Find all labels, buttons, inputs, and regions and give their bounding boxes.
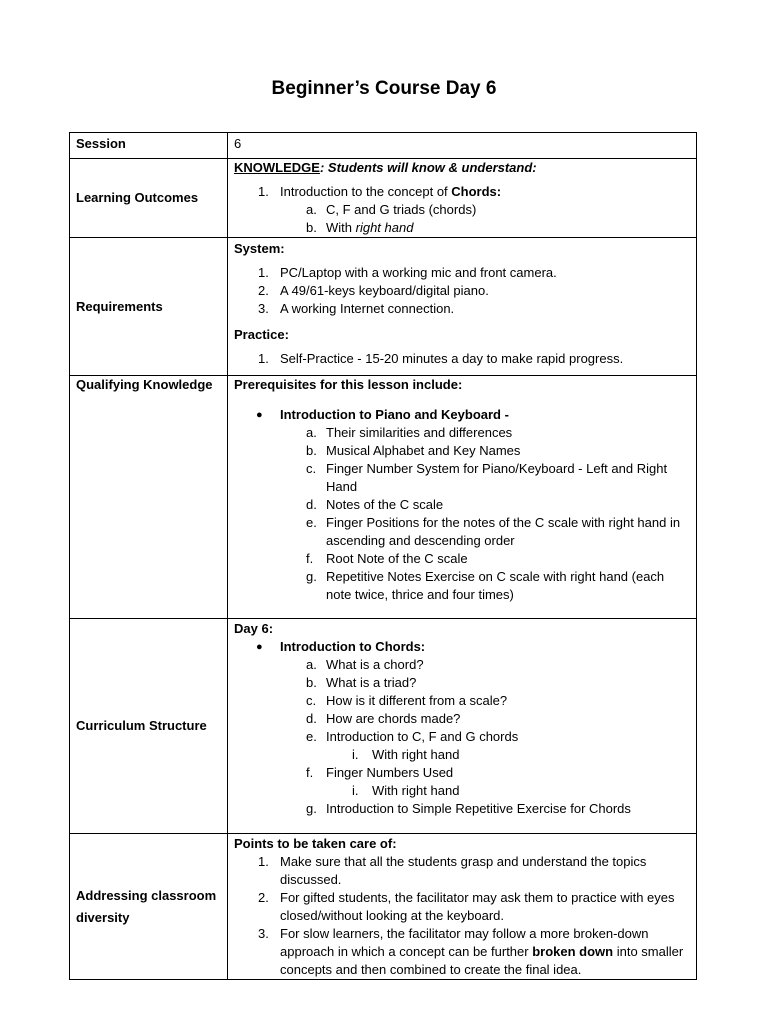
list-item: g. Introduction to Simple Repetitive Exercise for Chords xyxy=(306,801,631,816)
qualifying-knowledge-content xyxy=(228,376,697,619)
practice-heading: Practice: xyxy=(234,327,289,342)
list-item: a. C, F and G triads (chords) xyxy=(306,202,477,217)
learning-outcomes-content xyxy=(228,159,697,238)
session-label: Session xyxy=(70,133,228,159)
list-item: i. With right hand xyxy=(352,783,460,798)
curriculum-row xyxy=(70,619,697,834)
knowledge-heading: KNOWLEDGE: Students will know & understand: xyxy=(234,160,537,175)
requirements-row xyxy=(70,238,697,376)
list-item: ● Introduction to Chords: xyxy=(256,639,426,654)
list-item: 1. PC/Laptop with a working mic and front camera. xyxy=(258,265,557,280)
list-item: f. Finger Numbers Used xyxy=(306,765,454,780)
bullet-icon: ● xyxy=(256,641,263,653)
list-item: c. Finger Number System for Piano/Keyboard - Left and Right Hand xyxy=(306,461,668,494)
list-item: b. What is a triad? xyxy=(306,675,417,690)
list-item: a. What is a chord? xyxy=(306,657,424,672)
day-heading: Day 6: xyxy=(234,621,274,636)
lesson-plan-table xyxy=(69,132,697,980)
list-item: 1. Make sure that all the students grasp and understand the topics discussed. xyxy=(258,854,647,887)
list-item: a. Their similarities and differences xyxy=(306,425,513,440)
diversity-content xyxy=(228,834,697,980)
system-heading: System: xyxy=(234,241,285,256)
diversity-label: Addressing classroom diversity xyxy=(70,834,228,980)
list-item: d. How are chords made? xyxy=(306,711,461,726)
list-item: g. Repetitive Notes Exercise on C scale with right hand (each note twice, thrice and four times) xyxy=(306,569,665,602)
session-row xyxy=(70,133,697,159)
list-item: c. How is it different from a scale? xyxy=(306,693,508,708)
bullet-icon: ● xyxy=(256,409,263,421)
list-item: b. Musical Alphabet and Key Names xyxy=(306,443,521,458)
list-item: e. Finger Positions for the notes of the C scale with right hand in ascending and descending order xyxy=(306,515,681,548)
curriculum-content xyxy=(228,619,697,834)
list-item: 1. Self-Practice - 15-20 minutes a day to make rapid progress. xyxy=(258,351,624,366)
qualifying-knowledge-row xyxy=(70,376,697,619)
learning-outcomes-label: Learning Outcomes xyxy=(70,159,228,238)
diversity-row xyxy=(70,834,697,980)
points-heading: Points to be taken care of: xyxy=(234,836,397,851)
session-value: 6 xyxy=(228,133,697,159)
list-item: f. Root Note of the C scale xyxy=(306,551,468,566)
learning-outcomes-row xyxy=(70,159,697,238)
document-title: Beginner’s Course Day 6 xyxy=(271,78,497,99)
prerequisites-heading: Prerequisites for this lesson include: xyxy=(234,377,463,392)
list-item: 3. For slow learners, the facilitator may follow a more broken-down approach in which a concept can be further broken down into smaller concepts and then combined to create the final idea. xyxy=(258,926,684,977)
curriculum-label: Curriculum Structure xyxy=(70,619,228,834)
list-item: d. Notes of the C scale xyxy=(306,497,444,512)
list-item: 2. For gifted students, the facilitator may ask them to practice with eyes closed/without looking at the keyboard. xyxy=(258,890,675,923)
qualifying-knowledge-label: Qualifying Knowledge xyxy=(70,376,228,619)
list-item: 3. A working Internet connection. xyxy=(258,301,455,316)
list-item: ● Introduction to Piano and Keyboard - xyxy=(256,407,509,422)
list-item: e. Introduction to C, F and G chords xyxy=(306,729,519,744)
list-item: 2. A 49/61-keys keyboard/digital piano. xyxy=(258,283,489,298)
list-item: i. With right hand xyxy=(352,747,460,762)
list-item: 1. Introduction to the concept of Chords: xyxy=(258,184,502,199)
requirements-content xyxy=(228,238,697,376)
list-item: b. With right hand xyxy=(306,220,414,235)
requirements-label: Requirements xyxy=(70,238,228,376)
